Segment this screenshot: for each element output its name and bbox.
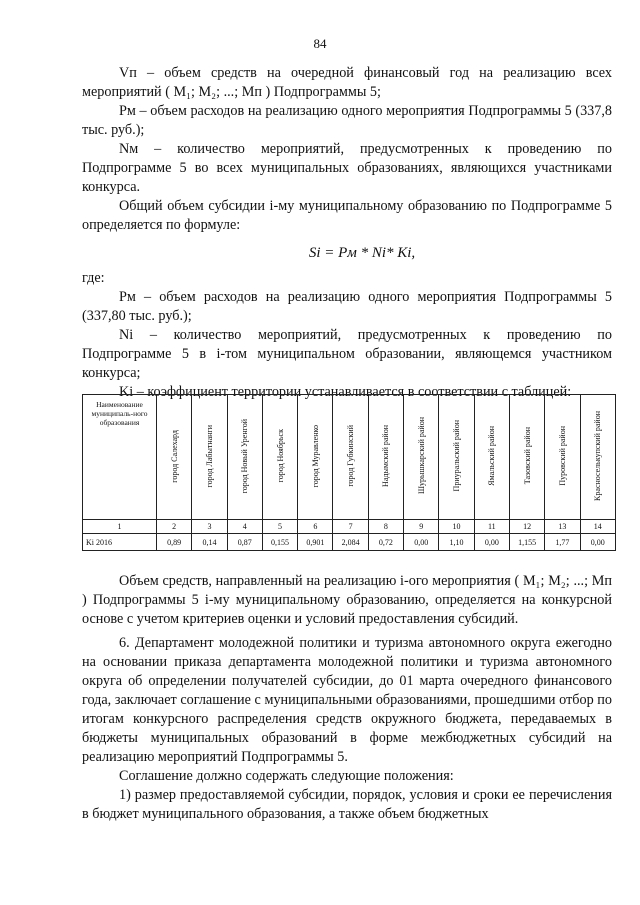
paragraph-vn-definition: Vп – объем средств на очередной финансовый год на реализацию всех мероприятий ( M₁; M₂; ...; Mп ) Подпрограммы 5; xyxy=(82,65,612,100)
table-cell: 8 xyxy=(368,520,403,534)
paragraph-funds-volume: Объем средств, направленный на реализацию i-ого мероприятия ( M₁; M₂; ...; Mп ) Подпрограммы 5 i-му муниципальному образованию, определяется на конкурсной основе с учетом критериев оценки и условий предоставления субсидий. xyxy=(82,573,612,627)
formula: Si = Pм * Ni* Ki, xyxy=(308,245,416,261)
page-number: 84 xyxy=(313,36,327,51)
header-novy-urengoy: город Новый Уренгой xyxy=(240,418,250,494)
table-cell: 1,77 xyxy=(545,534,580,551)
header-cell xyxy=(474,395,509,520)
header-cell xyxy=(227,395,262,520)
table-cell: 13 xyxy=(545,520,580,534)
table-header-row xyxy=(83,395,616,520)
header-krasnoselkupsky: Красноселькупский район xyxy=(593,411,603,501)
paragraph-formula-intro: Общий объем субсидии i-му муниципальному образованию по Подпрограмме 5 определяется по формуле: xyxy=(82,198,612,233)
table-number-row xyxy=(83,520,616,534)
header-nadymsky: Надымский район xyxy=(381,425,391,487)
k-label-cell: Ki 2016 xyxy=(83,534,157,551)
table-cell: 6 xyxy=(298,520,333,534)
table-cell: 0,87 xyxy=(227,534,262,551)
header-cell xyxy=(509,395,544,520)
paragraph-nm-definition: Nм – количество мероприятий, предусмотренных к проведению по Подпрограмме 5 во всех муниципальных образованиях, являющихся участниками конкурса. xyxy=(82,141,612,195)
table-cell: 0,14 xyxy=(192,534,227,551)
header-labytnangi: город Лабытнанги xyxy=(204,424,214,488)
where-label: где: xyxy=(82,270,105,286)
coefficient-table xyxy=(82,394,616,551)
paragraph-ki-where: Ki – коэффициент территории устанавливается в соответствии с таблицей: xyxy=(119,384,572,400)
header-cell xyxy=(545,395,580,520)
table-cell: 0,00 xyxy=(580,534,615,551)
paragraph-agreement-intro: Соглашение должно содержать следующие положения: xyxy=(119,768,454,784)
header-cell xyxy=(404,395,439,520)
header-yamalsky: Ямальский район xyxy=(487,426,497,486)
table-cell: 5 xyxy=(262,520,297,534)
header-cell xyxy=(298,395,333,520)
table-cell: 0,00 xyxy=(404,534,439,551)
header-purovsky: Пуровский район xyxy=(557,426,567,486)
table-cell: 11 xyxy=(474,520,509,534)
table-cell: 0,72 xyxy=(368,534,403,551)
table-cell: 12 xyxy=(509,520,544,534)
header-salekhard: город Салехард xyxy=(169,429,179,483)
paragraph-agreement-item-1: 1) размер предоставляемой субсидии, порядок, условия и сроки ее перечисления в бюджет муниципального образования, а также объем бюджетных xyxy=(82,787,612,822)
table-cell: 4 xyxy=(227,520,262,534)
table-cell: 0,155 xyxy=(262,534,297,551)
header-tazovsky: Тазовский район xyxy=(522,427,532,485)
header-cell xyxy=(368,395,403,520)
table-cell: 1,155 xyxy=(509,534,544,551)
header-cell xyxy=(157,395,192,520)
paragraph-pm-definition: Pм – объем расходов на реализацию одного мероприятия Подпрограммы 5 (337,8 тыс. руб.); xyxy=(82,103,612,138)
header-cell xyxy=(580,395,615,520)
table-cell: 9 xyxy=(404,520,439,534)
header-municipality-name: Наименование муниципаль-ного образования xyxy=(83,395,157,520)
header-gubkinsky: город Губкинский xyxy=(346,425,356,487)
header-shuryshkarsky: Шурышкарский район xyxy=(416,417,426,495)
table-cell: 2,084 xyxy=(333,534,368,551)
table-cell: 0,89 xyxy=(157,534,192,551)
table-cell: 7 xyxy=(333,520,368,534)
document-body-top xyxy=(82,64,612,402)
header-muravlenko: город Муравленко xyxy=(310,424,320,488)
table-cell: 2 xyxy=(157,520,192,534)
header-cell xyxy=(439,395,474,520)
table-cell: 14 xyxy=(580,520,615,534)
table-cell: 1,10 xyxy=(439,534,474,551)
document-body-bottom xyxy=(82,572,612,824)
paragraph-item-6: 6. Департамент молодежной политики и туризма автономного округа ежегодно на основании приказа департамента молодежной политики и туризма автономного округа об определении получателей субсидии, до 01 марта очередного финансового года, заключает соглашение с муниципальными образованиями, прошедшими отбор по итогам конкурсного распределения средств окружного бюджета, передаваемых в бюджеты муниципальных образований в форме межбюджетных субсидий на реализацию мероприятий Подпрограммы 5. xyxy=(82,635,612,765)
paragraph-pm-where: Pм – объем расходов на реализацию одного мероприятия Подпрограммы 5 (337,80 тыс. руб.); xyxy=(82,289,612,324)
table-cell: 10 xyxy=(439,520,474,534)
table-cell: 3 xyxy=(192,520,227,534)
header-cell xyxy=(262,395,297,520)
header-priuralsky: Приуральский район xyxy=(452,420,462,492)
table-cell: 0,00 xyxy=(474,534,509,551)
paragraph-ni-where: Ni – количество мероприятий, предусмотренных к проведению по Подпрограмме 5 в i-том муниципальном образовании, являющемся участником конкурса; xyxy=(82,327,612,381)
header-noyabrsk: город Ноябрьск xyxy=(275,429,285,483)
header-cell xyxy=(333,395,368,520)
table-cell: 0,901 xyxy=(298,534,333,551)
header-cell xyxy=(192,395,227,520)
table-cell: 1 xyxy=(83,520,157,534)
table-k-row xyxy=(83,534,616,551)
